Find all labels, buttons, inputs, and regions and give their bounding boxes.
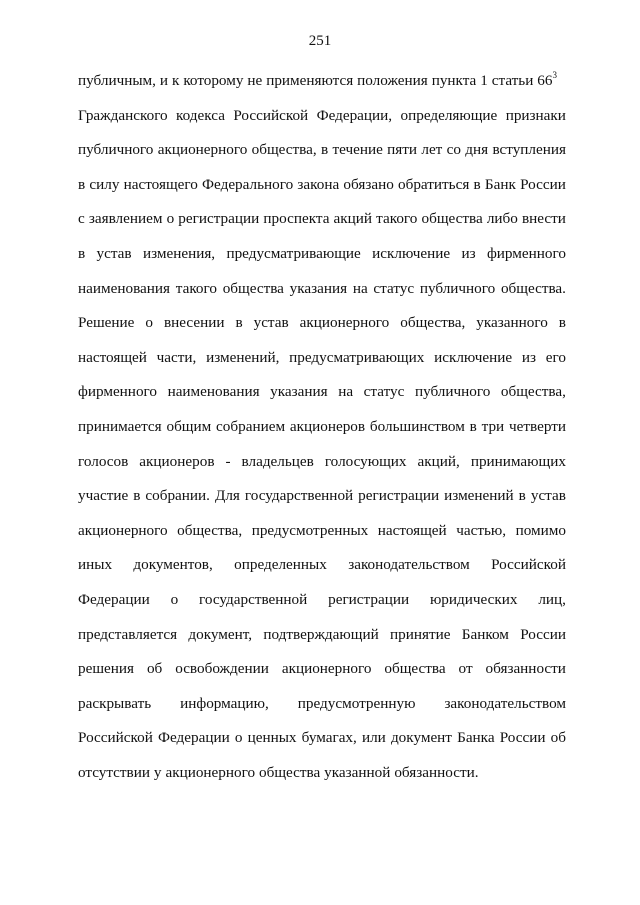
- word: закона: [297, 175, 340, 193]
- word: статус: [373, 279, 415, 297]
- word: Федерации: [78, 590, 150, 608]
- word: большинством: [369, 417, 465, 435]
- word: в: [320, 141, 329, 159]
- word: Федерации: [158, 729, 230, 747]
- word: лет: [421, 141, 443, 159]
- word: на: [352, 279, 368, 297]
- word: общества.: [500, 279, 566, 297]
- text-line: [78, 756, 566, 791]
- word: освобождении: [175, 660, 269, 678]
- word: законодательством: [348, 556, 470, 574]
- word: законодательством: [444, 694, 566, 712]
- text-line: [78, 375, 566, 410]
- word: принимается: [78, 417, 162, 435]
- word: изменений: [444, 487, 514, 505]
- word: указания: [289, 279, 348, 297]
- word: четверти: [508, 417, 566, 435]
- word: регистрации: [328, 590, 410, 608]
- word: общества,: [251, 141, 317, 159]
- word: определенных: [234, 556, 327, 574]
- word: вступления: [492, 141, 566, 159]
- word: о: [234, 729, 243, 747]
- word: голосующих: [324, 452, 407, 470]
- word: государственной: [244, 487, 354, 505]
- word: $66^3$: [537, 70, 557, 89]
- word: владельцев: [241, 452, 314, 470]
- word: собранием: [216, 417, 286, 435]
- word: акций: [333, 210, 373, 228]
- word: лиц,: [538, 590, 566, 608]
- word: об: [146, 660, 163, 678]
- word: общества: [421, 210, 483, 228]
- word: о: [166, 210, 175, 228]
- word: публичным,: [78, 72, 156, 89]
- word: три: [481, 417, 505, 435]
- word: регистрации: [178, 210, 260, 228]
- word: Российской: [491, 556, 566, 574]
- word: публичного: [419, 279, 496, 297]
- word: Банк: [484, 175, 516, 193]
- word: о: [170, 590, 179, 608]
- word: Российской: [233, 106, 309, 124]
- word: Федерации,: [316, 106, 393, 124]
- word: раскрывать: [78, 694, 152, 712]
- text-line: [78, 514, 566, 549]
- word: статус: [363, 383, 405, 401]
- word: документ: [390, 729, 452, 747]
- word: принимающих: [470, 452, 566, 470]
- word: либо: [486, 210, 518, 228]
- word: фирменного: [78, 383, 157, 401]
- word: бумагах,: [301, 729, 357, 747]
- word: внесении: [163, 314, 225, 332]
- word: которому: [183, 72, 244, 89]
- word: определяющие: [400, 106, 498, 124]
- word: публичного: [78, 141, 154, 159]
- word: кодекса: [176, 106, 225, 124]
- word: у: [153, 763, 162, 781]
- text-line: [78, 583, 566, 618]
- word: акционеров: [139, 452, 215, 470]
- word: предусматривающих: [289, 348, 425, 366]
- text-line: [78, 64, 566, 99]
- text-line: [78, 687, 566, 722]
- word: на: [338, 383, 354, 401]
- word: общества,: [177, 521, 243, 539]
- word: в: [518, 487, 526, 505]
- word: общества: [259, 763, 321, 781]
- word: наименования: [78, 279, 171, 297]
- word: и: [159, 72, 169, 89]
- word: в: [473, 175, 481, 193]
- word: собрании.: [145, 487, 210, 505]
- word: статьи: [491, 72, 534, 89]
- word: указанной: [324, 763, 391, 781]
- word: его: [545, 348, 566, 366]
- word: указанного: [476, 314, 548, 332]
- word: подтверждающий: [263, 625, 379, 643]
- word: Решение: [78, 314, 135, 332]
- text-line: [78, 618, 566, 653]
- text-line: [78, 237, 566, 272]
- word: настоящей: [78, 348, 147, 366]
- word: дня: [465, 141, 489, 159]
- word: в: [558, 314, 566, 332]
- word: со: [446, 141, 461, 159]
- word: Банка: [457, 729, 495, 747]
- word: в: [78, 244, 86, 262]
- word: предусмотренную: [297, 694, 416, 712]
- word: акционерного: [299, 314, 390, 332]
- footnote-ref: 3: [552, 70, 557, 80]
- word: из: [461, 244, 476, 262]
- word: от: [458, 660, 473, 678]
- word: принятие: [390, 625, 451, 643]
- word: Банком: [461, 625, 509, 643]
- word: голосов: [78, 452, 129, 470]
- text-line: [78, 99, 566, 134]
- word: к: [171, 72, 180, 89]
- word: признаки: [505, 106, 566, 124]
- word: в: [469, 417, 477, 435]
- word: регистрации: [358, 487, 440, 505]
- text-line: [78, 306, 566, 341]
- word: обратиться: [398, 175, 470, 193]
- word: общества,: [400, 314, 466, 332]
- word: такого: [376, 210, 418, 228]
- word: юридических: [429, 590, 518, 608]
- word: Гражданского: [78, 106, 168, 124]
- word: устав: [253, 314, 289, 332]
- page-number: 251: [308, 33, 332, 49]
- word: в: [78, 175, 86, 193]
- word: части,: [156, 348, 197, 366]
- word: России: [520, 175, 566, 193]
- word: Федерального: [202, 175, 294, 193]
- word: о: [145, 314, 153, 332]
- word: фирменного: [486, 244, 566, 262]
- word: пункта: [431, 72, 477, 89]
- word: 1: [480, 72, 488, 89]
- text-line: [78, 341, 566, 376]
- word: с: [78, 210, 85, 228]
- word: России: [520, 625, 566, 643]
- text-line: [78, 168, 566, 203]
- word: в: [133, 487, 141, 505]
- body-text: [78, 64, 566, 790]
- word: помимо: [515, 521, 566, 539]
- word: обязано: [343, 175, 394, 193]
- word: общим: [166, 417, 212, 435]
- word: документ,: [188, 625, 253, 643]
- word: Для: [214, 487, 240, 505]
- text-line: [78, 202, 566, 237]
- word: заявлением: [88, 210, 163, 228]
- word: документов,: [133, 556, 213, 574]
- word: или: [361, 729, 386, 747]
- word: не: [247, 72, 263, 89]
- text-line: [78, 652, 566, 687]
- text-line: [78, 272, 566, 307]
- word: решения: [78, 660, 135, 678]
- word: исключение: [372, 244, 451, 262]
- word: предусматривающие: [226, 244, 361, 262]
- word: акционерного: [78, 521, 168, 539]
- word: из: [521, 348, 536, 366]
- word: общества,: [500, 383, 566, 401]
- word: обязанности: [485, 660, 566, 678]
- word: применяются: [266, 72, 354, 89]
- word: общества: [222, 279, 284, 297]
- word: предусмотренных: [251, 521, 369, 539]
- word: обязанности.: [394, 763, 479, 781]
- word: наименования: [167, 383, 260, 401]
- word: частью,: [456, 521, 507, 539]
- word: представляется: [78, 625, 178, 643]
- word: устав: [530, 487, 566, 505]
- word: общества: [384, 660, 446, 678]
- word: акционерного: [281, 660, 372, 678]
- word: положения: [357, 72, 428, 89]
- word: акционерного: [165, 763, 256, 781]
- word: России: [499, 729, 546, 747]
- word: исключение: [434, 348, 513, 366]
- word: об: [550, 729, 566, 747]
- word: публичного: [414, 383, 491, 401]
- word: участие: [78, 487, 129, 505]
- word: такого: [175, 279, 217, 297]
- text-line: [78, 721, 566, 756]
- word: проспекта: [263, 210, 330, 228]
- word: в: [235, 314, 243, 332]
- word: акций,: [417, 452, 460, 470]
- word: Российской: [78, 729, 153, 747]
- word: информацию,: [180, 694, 269, 712]
- word: государственной: [199, 590, 308, 608]
- text-line: [78, 548, 566, 583]
- text-line: [78, 410, 566, 445]
- word: настоящей: [377, 521, 447, 539]
- text-line: [78, 479, 566, 514]
- word: -: [225, 452, 231, 470]
- word: отсутствии: [78, 763, 150, 781]
- word: указания: [270, 383, 328, 401]
- text-line: [78, 133, 566, 168]
- word: пяти: [387, 141, 418, 159]
- word: течение: [332, 141, 383, 159]
- word: изменения,: [142, 244, 216, 262]
- word: акционерного: [157, 141, 248, 159]
- text-line: [78, 445, 566, 480]
- word: силу: [89, 175, 120, 193]
- word: ценных: [247, 729, 297, 747]
- word: настоящего: [123, 175, 198, 193]
- word: иных: [78, 556, 113, 574]
- word: изменений,: [206, 348, 280, 366]
- word: внести: [521, 210, 566, 228]
- word: устав: [96, 244, 132, 262]
- word: акционеров: [289, 417, 366, 435]
